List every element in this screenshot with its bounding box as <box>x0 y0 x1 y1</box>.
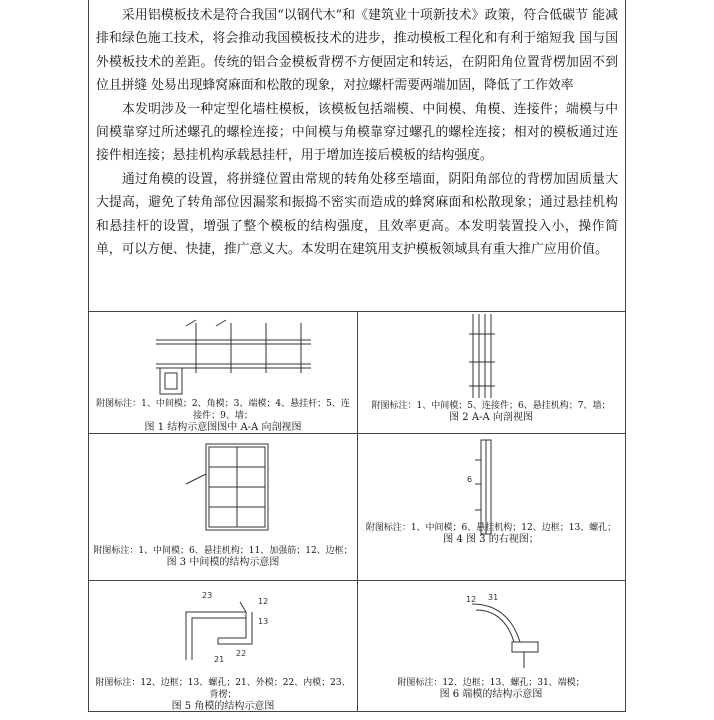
figure-6-label-31: 31 <box>488 593 499 602</box>
figure-5-label-13: 13 <box>258 617 269 626</box>
figure-4-caption-block <box>360 522 622 546</box>
figure-3-note: 附图标注：1、中间模；6、悬挂机构；11、加强筋；12、边框； <box>93 546 353 556</box>
figure-2-note: 附图标注：1、中间模；5、连接件；6、悬挂机构；7、墙； <box>371 401 611 411</box>
figure-1-caption: 图 1 结构示意图图中 A-A 向剖视图 <box>144 422 302 433</box>
figure-5-label-12: 12 <box>258 597 269 606</box>
figure-6-caption: 图 6 端模的结构示意图 <box>439 689 543 700</box>
figure-5-caption: 图 5 角模的结构示意图 <box>171 701 275 712</box>
figure-2-drawing <box>463 314 503 398</box>
figure-4-note: 附图标注：1、中间模；6、悬挂机构；12、边框；13、螺孔； <box>365 523 617 533</box>
figure-1-drawing <box>156 318 316 398</box>
figure-5-label-23: 23 <box>202 591 213 600</box>
figure-3-caption-block <box>92 545 354 569</box>
body-text <box>96 4 618 261</box>
figure-3-drawing <box>206 444 270 532</box>
figure-6-note: 附图标注：12、边框；13、螺孔；31、端模； <box>397 678 585 688</box>
figure-4-caption: 图 4 图 3 的右视图； <box>443 534 539 545</box>
figure-2-caption: 图 2 A-A 向剖视图 <box>449 412 533 423</box>
grid-divider-row-2 <box>88 580 626 581</box>
figure-5-label-21: 21 <box>214 655 225 664</box>
figure-6-drawing <box>468 594 548 674</box>
figure-3-caption: 图 3 中间模的结构示意图 <box>166 557 280 568</box>
paragraph-2: 本发明涉及一种定型化墙柱模板，该模板包括端模、中间模、角模、连接件；端模与中间模靠穿过所述螺孔的螺栓连接；中间模与角模靠穿过螺孔的螺栓连接；相对的模板通过连接件相连接；悬挂机构承载悬挂杆，用于增加连接后模板的结构强度。 <box>96 101 618 164</box>
figure-2-caption-block <box>360 400 622 424</box>
grid-divider-vertical <box>357 312 358 712</box>
figure-1-note: 附图标注：1、中间模；2、角模；3、端模；4、悬挂杆；5、连接件；9、墙； <box>96 399 350 421</box>
figure-5-caption-block <box>92 677 354 713</box>
paragraph-3: 通过角模的设置，将拼缝位置由常规的转角处移至墙面，阴阳角部位的背楞加固质量大大提高，避免了转角部位因漏浆和振捣不密实而造成的蜂窝麻面和松散现象；通过悬挂机构和悬挂杆的设置，增强了整个模板的结构强度，且效率更高。本发明装置投入小，操作简单，可以方便、快捷，推广意义大。本发明在建筑用支护模板领域具有重大推广应用价值。 <box>96 171 618 258</box>
figure-grid <box>88 311 626 713</box>
figure-5-label-22: 22 <box>236 649 247 658</box>
figure-6-caption-block <box>360 677 622 701</box>
figure-1-caption-block <box>92 398 354 434</box>
figure-5-drawing <box>184 590 274 662</box>
paragraph-1: 采用铝模板技术是符合我国“以钢代木”和《建筑业十项新技术》政策，符合低碳节 能减排和绿色施工技术，将会推动我国模板技术的进步，推动模板工程化和有利于缩短我 国与国外模板技术的差距。传统的铝合金模板背楞不方便固定和转运，在阴阳角位置背楞加固不到位且拼缝 处易出现蜂窝麻面和松散的现象，对拉螺杆需要两端加固，降低了工作效率 <box>96 8 618 94</box>
figure-5-note: 附图标注：12、边框；13、螺孔；21、外模；22、内模；23、背楞； <box>95 678 351 700</box>
figure-4-label-6: 6 <box>467 475 473 484</box>
figure-6-label-12: 12 <box>466 595 477 604</box>
